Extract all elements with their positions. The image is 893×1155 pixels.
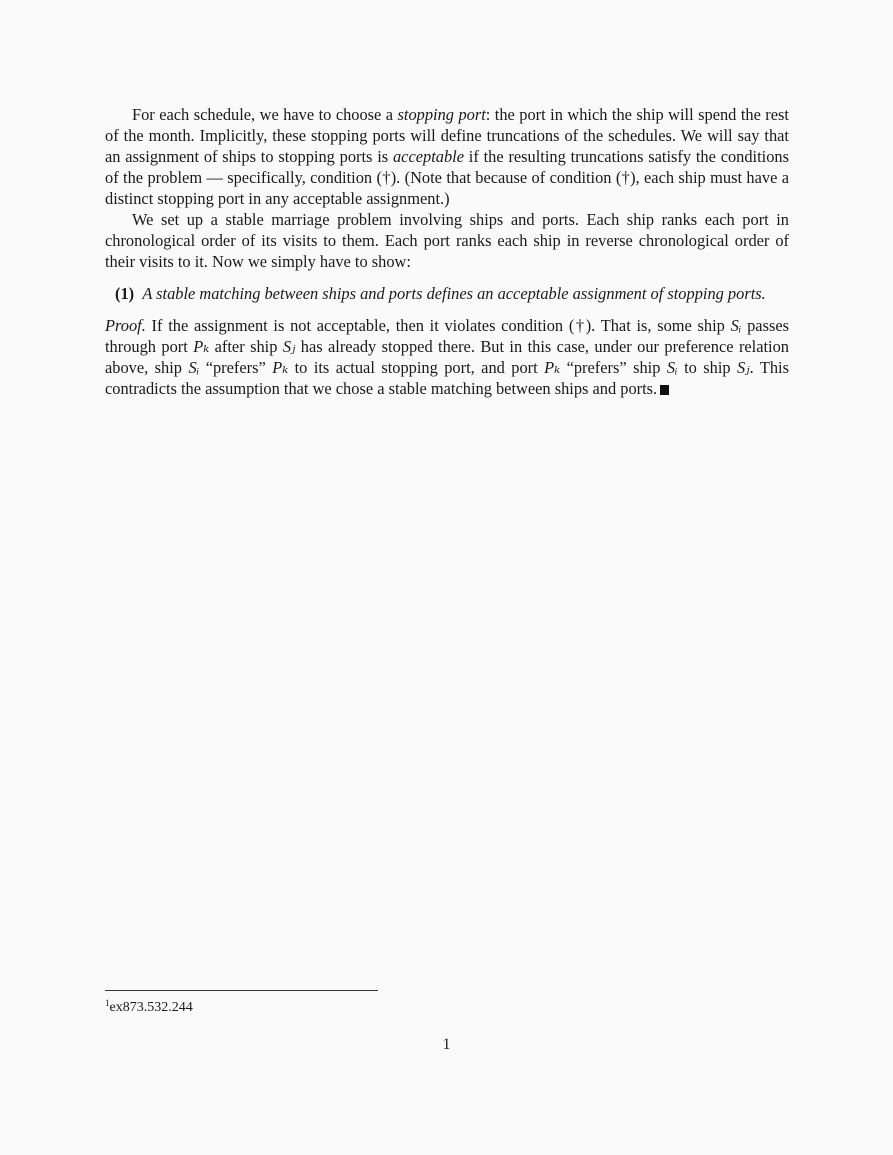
math-s-j: Sⱼ — [282, 337, 296, 356]
term-stopping-port: stopping port — [397, 105, 486, 124]
term-acceptable: acceptable — [392, 147, 464, 166]
math-p-k: Pₖ — [272, 358, 289, 377]
math-s-i: Sᵢ — [666, 358, 678, 377]
footnote-marker: 1 — [105, 998, 110, 1008]
claim-number: (1) — [115, 284, 135, 303]
claim — [105, 283, 789, 304]
proof: Proof. If the assignment is not acceptable, then it violates condition (†). That is, some ship Sᵢ passes through port Pₖ after ship Sⱼ has already stopped there. But in this case, under our preference relation above, ship Sᵢ “prefers” Pₖ to its actual stopping port, and port Pₖ “prefers” ship Sᵢ to ship Sⱼ. This contradicts the assumption that we chose a stable matching between ships and ports. — [105, 316, 790, 398]
paragraph-stable-marriage: We set up a stable marriage problem involving ships and ports. Each ship ranks each port in chronological order of its visits to them. Each port ranks each ship in reverse chronological order of their visits to it. Now we simply have to show: — [105, 210, 789, 271]
math-s-j: Sⱼ — [737, 358, 750, 377]
footnote-text: ex873.532.244 — [109, 1000, 193, 1015]
paragraph-stopping-ports: For each schedule, we have to choose a stopping port: the port in which the ship will spend the rest of the month. Implicitly, these stopping ports will define truncations of the schedules. We will say that an assignment of ships to stopping ports is acceptable if the resulting truncations satisfy the conditions of the problem — specifically, condition (†). (Note that because of condition (†), each ship must have a distinct stopping port in any acceptable assignment.) — [105, 105, 789, 208]
math-p-k: Pₖ — [544, 358, 561, 377]
math-p-k: Pₖ — [193, 337, 210, 356]
math-s-i: Sᵢ — [188, 358, 200, 377]
proof-label: Proof. — [105, 316, 146, 335]
qed-square-icon — [660, 385, 669, 395]
math-s-i: Sᵢ — [730, 316, 742, 335]
footnote — [105, 994, 193, 1017]
claim-text: A stable matching between ships and ports defines an acceptable assignment of stopping ports. — [142, 284, 766, 303]
page-number: 1 — [442, 1036, 451, 1053]
footnote-rule — [105, 990, 378, 991]
body-text — [105, 104, 789, 399]
